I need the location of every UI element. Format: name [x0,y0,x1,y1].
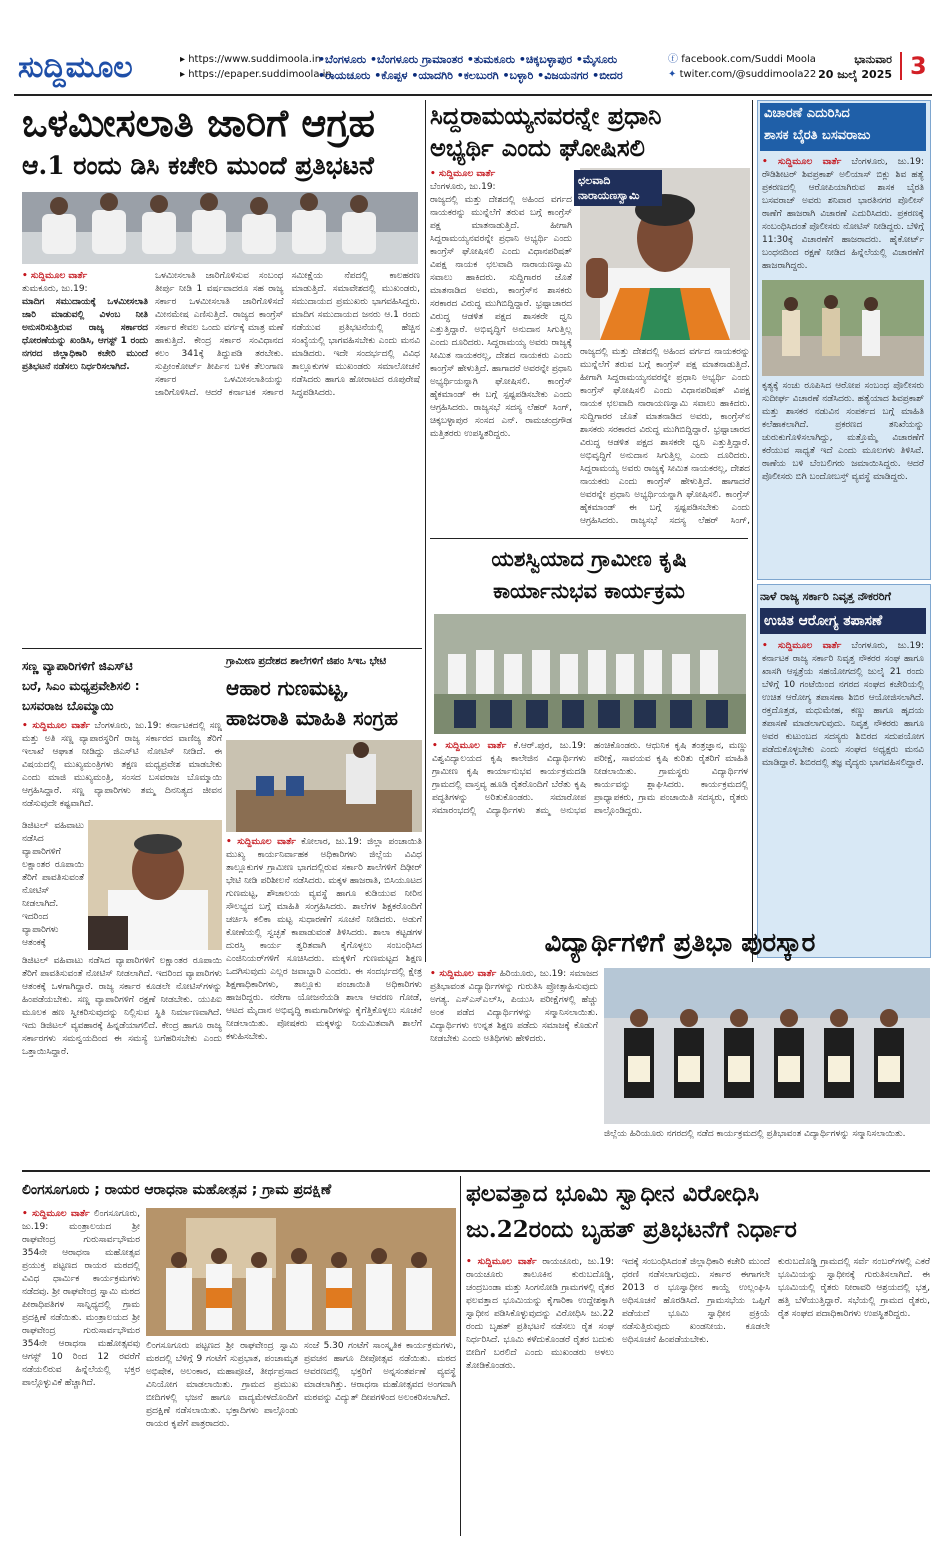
story2-col2: ರಾಜ್ಯದಲ್ಲಿ ಮತ್ತು ದೇಶದಲ್ಲಿ ಅಹಿಂದ ವರ್ಗದ ನಾಯಕರನ್ನು ಮುನ್ನೆಲೆಗೆ ತರುವ ಬಗ್ಗೆ ಕಾಂಗ್ರೆಸ್ ಪಕ್ಷ ಮಾತನಾಡುತ್ತಿದೆ. ಹೀಗಾಗಿ ಸಿದ್ದರಾಮಯ್ಯನವರನ್ನೇ ಪ್ರಧಾನಿ ಅಭ್ಯರ್ಥಿ ಎಂದು ಕಾಂಗ್ರೆಸ್ ಘೋಷಿಸಲಿ ಎಂದು ವಿಧಾನಪರಿಷತ್ ವಿಪಕ್ಷ ನಾಯಕ ಛಲವಾದಿ ನಾರಾಯಣಸ್ವಾಮಿ ಸವಾಲು ಹಾಕಿದರು. ಸುದ್ದಿಗಾರರ ಜೊತೆ ಮಾತನಾಡಿದ ಅವರು, ಕಾಂಗ್ರೆಸ್‌ನ ಶಾಸಕರು ಸರಕಾರದ ವಿರುದ್ಧ ಮುಗಿಬಿದ್ದಿದ್ದಾರೆ. ಭ್ರಷ್ಟಾಚಾರದ ವಿರುದ್ಧ ಆಡಳಿತ ಪಕ್ಷದ ಶಾಸಕರೇ ಧ್ವನಿ ಎತ್ತುತ್ತಿದ್ದಾರೆ. ಅಭಿವೃದ್ಧಿಗೆ ಅನುದಾನ ಸಿಗುತ್ತಿಲ್ಲ ಎಂದು ದೂರಿದರು. ಸಿದ್ದರಾಮಯ್ಯ ಅವರು ರಾಜ್ಯಕ್ಕೆ ಸೀಮಿತ ನಾಯಕರಲ್ಲ, ದೇಶದ ನಾಯಕರು ಎಂದು ಕಾಂಗ್ರೆಸ್ ಹೇಳುತ್ತಿದೆ. ಹಾಗಾದರೆ ಅವರನ್ನೇ ಪ್ರಧಾನಿ ಅಭ್ಯರ್ಥಿಯನ್ನಾಗಿ ಘೋಷಿಸಲಿ. ಕಾಂಗ್ರೆಸ್ ಹೈಕಮಾಂಡ್ ಈ ಬಗ್ಗೆ ಸ್ಪಷ್ಟಪಡಿಸಬೇಕು ಎಂದು ಆಗ್ರಹಿಸಿದರು. ರಾಜ್ಯಸಭೆ ಸದಸ್ಯ ಲೆಹರ್ ಸಿಂಗ್, [580,347,750,526]
bommai-photo [88,820,222,950]
story1-subheadline: ಆ.1 ರಂದು ಡಿಸಿ ಕಚೇರಿ ಮುಂದೆ ಪ್ರತಿಭಟನೆ [22,151,374,180]
story10-body: ರಾಯಚೂರು ತಾಲೂಕಿನ ಕುರುಬದೊಡ್ಡಿ, ಚಂದ್ರಬಂಡಾ ಮತ್ತು ಸಿಂಗನೋಡಿ ಗ್ರಾಮಗಳಲ್ಲಿ ರೈತರ ಫಲವತ್ತಾದ ಭೂಮಿಯನ್ನು ಕೈಗಾರಿಕಾ ಉದ್ದೇಶಕ್ಕಾಗಿ ಸ್ವಾಧೀನ ಪಡಿಸಿಕೊಳ್ಳುವುದನ್ನು ವಿರೋಧಿಸಿ ಜು.22 ರಂದು ಬೃಹತ್ ಪ್ರತಿಭಟನೆ ನಡೆಸಲು ರೈತ ಸಂಘ ನಿರ್ಧರಿಸಿದೆ. ಭೂಮಿ ಕಳೆದುಕೊಂಡರೆ ರೈತರ ಬದುಕು ಬೀದಿಗೆ ಬರಲಿದೆ ಎಂದು ಮುಖಂಡರು ಅಳಲು ತೋಡಿಕೊಂಡರು. [466,1270,614,1371]
row-divider-left [22,648,422,649]
story6-col-bottom: ಡಿಜಿಟಲ್ ವಹಿವಾಟು ನಡೆಸಿದ ವ್ಯಾಪಾರಿಗಳಿಗೆ ಲಕ್ಷಾಂತರ ರೂಪಾಯಿ ತೆರಿಗೆ ಪಾವತಿಸುವಂತೆ ನೋಟಿಸ್ ನೀಡಲಾಗಿದೆ. ಇದರಿಂದ ವ್ಯಾಪಾರಿಗಳು ಆತಂಕಕ್ಕೆ ಒಳಗಾಗಿದ್ದಾರೆ. ರಾಜ್ಯ ಸರ್ಕಾರ ಕೂಡಲೇ ನೋಟಿಸ್‌ಗಳನ್ನು ಹಿಂಪಡೆಯಬೇಕು. ಸಣ್ಣ ವ್ಯಾಪಾರಿಗಳಿಗೆ ರಕ್ಷಣೆ ನೀಡಬೇಕು. ಯುಪಿಐ ಮೂಲಕ ಹಣ ಸ್ವೀಕರಿಸುವುದನ್ನು ನಿಲ್ಲಿಸುವ ಸ್ಥಿತಿ ನಿರ್ಮಾಣವಾಗಿದೆ. ಇದು ಡಿಜಿಟಲ್ ವ್ಯವಹಾರಕ್ಕೆ ಹಿನ್ನಡೆಯಾಗಲಿದೆ. ಕೇಂದ್ರ ಹಾಗೂ ರಾಜ್ಯ ಸರ್ಕಾರಗಳು ಸಮನ್ವಯದಿಂದ ಈ ಸಮಸ್ಯೆ ಬಗೆಹರಿಸಬೇಕು ಎಂದು ಒತ್ತಾಯಿಸಿದ್ದಾರೆ. [22,956,222,1057]
story10-col2: ಇದಕ್ಕೆ ಸಂಬಂಧಿಸಿದಂತೆ ಜಿಲ್ಲಾಧಿಕಾರಿ ಕಚೇರಿ ಮುಂದೆ ಧರಣಿ ನಡೆಸಲಾಗುವುದು. ಸರ್ಕಾರ ಈಗಾಗಲೇ 2013 ರ ಭೂಸ್ವಾಧೀನ ಕಾಯ್ದೆ ಉಲ್ಲಂಘಿಸಿ ಅಧಿಸೂಚನೆ ಹೊರಡಿಸಿದೆ. ಗ್ರಾಮಸಭೆಯ ಒಪ್ಪಿಗೆ ಪಡೆಯದೆ ಭೂಮಿ ಸ್ವಾಧೀನ ಪ್ರಕ್ರಿಯೆ ನಡೆಸುತ್ತಿರುವುದು ಖಂಡನೀಯ. ಕೂಡಲೇ ಅಧಿಸೂಚನೆ ಹಿಂಪಡೆಯಬೇಕು. [622,1257,770,1345]
temple-procession-photo [146,1208,456,1336]
epaper-link[interactable]: ▸ https://epaper.suddimoola.in [180,69,332,80]
story10-headline-line1: ಫಲವತ್ತಾದ ಭೂಮಿ ಸ್ವಾಧೀನ ವಿರೋಧಿಸಿ [466,1180,759,1207]
bottom-divider [22,1170,930,1172]
bottom-column-divider [460,1176,461,1536]
story10-place: ರಾಯಚೂರು, ಜು.19: [542,1257,614,1267]
story3-col-top [762,156,924,276]
story2-headline-line2: ಅಭ್ಯರ್ಥಿ ಎಂದು ಘೋಷಿಸಲಿ [430,133,645,162]
story1-body: ಒಳಮೀಸಲಾತಿ ಜಾರಿಗೊಳಿಸುವ ಸಂಬಂಧ ತೀರ್ಪು ನೀಡಿ 1 ವರ್ಷವಾದರೂ ಸಹ ರಾಜ್ಯ ಸರ್ಕಾರ ಒಳಮೀಸಲಾತಿ ಜಾರಿಗೊಳಿಸದೆ ಮೀನಮೇಷ ಎಣಿಸುತ್ತಿದೆ. ರಾಜ್ಯದ ಕಾಂಗ್ರೆಸ್ ಸರ್ಕಾರ ಕೇವಲ ಒಂದು ವರ್ಗಕ್ಕೆ ಮಾತ್ರ ಮಣೆ ಹಾಕುತ್ತಿದೆ. ಕೇಂದ್ರ ಸರ್ಕಾರ ಸಂವಿಧಾನದ ಕಲಂ 341ಕ್ಕೆ ತಿದ್ದುಪಡಿ ತರಬೇಕು. ಸುಪ್ರೀಂಕೋರ್ಟ್ ತೀರ್ಪಿನ ಬಳಿಕ ತೆಲಂಗಾಣ ಸರ್ಕಾರ ಒಳಮೀಸಲಾತಿಯನ್ನು ಜಾರಿಗೊಳಿಸಿದೆ. ಆದರೆ ಕರ್ನಾಟಕ ಸರ್ಕಾರ ಸಮೀಕ್ಷೆಯ ನೆಪದಲ್ಲಿ ಕಾಲಹರಣ ಮಾಡುತ್ತಿದೆ. ಸಮಾವೇಶದಲ್ಲಿ ಮುಖಂಡರು, ಸಮುದಾಯದ ಪ್ರಮುಖರು ಭಾಗವಹಿಸಿದ್ದರು. ಮಾದಿಗ ಸಮುದಾಯದ ಜನರು ಆ.1 ರಂದು ನಡೆಯುವ ಪ್ರತಿಭಟನೆಯಲ್ಲಿ ಹೆಚ್ಚಿನ ಸಂಖ್ಯೆಯಲ್ಲಿ ಭಾಗವಹಿಸಬೇಕು ಎಂದು ಮನವಿ ಮಾಡಿದರು. ಇದೇ ಸಂದರ್ಭದಲ್ಲಿ ವಿವಿಧ ತಾಲ್ಲೂಕುಗಳ ಮುಖಂಡರು ಸಮಾಲೋಚನೆ ನಡೆಸಿದರು ಹಾಗೂ ಹೋರಾಟದ ರೂಪುರೇಷೆ ಸಿದ್ಧಪಡಿಸಿದರು. [155,271,420,398]
story4-body: ವಿಶ್ವವಿದ್ಯಾಲಯದ ಕೃಷಿ ಕಾಲೇಜಿನ ವಿದ್ಯಾರ್ಥಿಗಳು ಗ್ರಾಮೀಣ ಕೃಷಿ ಕಾರ್ಯಾನುಭವ ಕಾರ್ಯಕ್ರಮದಡಿ ಗ್ರಾಮದಲ್ಲಿ ವಾಸ್ತವ್ಯ ಹೂಡಿ ರೈತರೊಂದಿಗೆ ಬೆರೆತು ಕೃಷಿ ಪದ್ಧತಿಗಳನ್ನು ಅರಿತುಕೊಂಡರು. ಸಮಾರೋಪ ಸಮಾರಂಭದಲ್ಲಿ ವಿದ್ಯಾರ್ಥಿಗಳು ತಮ್ಮ ಅನುಭವ ಹಂಚಿಕೊಂಡರು. ಆಧುನಿಕ ಕೃಷಿ ತಂತ್ರಜ್ಞಾನ, ಮಣ್ಣು ಪರೀಕ್ಷೆ, ಸಾವಯವ ಕೃಷಿ ಕುರಿತು ರೈತರಿಗೆ ಮಾಹಿತಿ ನೀಡಲಾಯಿತು. ಗ್ರಾಮಸ್ಥರು ವಿದ್ಯಾರ್ಥಿಗಳ ಕಾರ್ಯವನ್ನು ಶ್ಲಾಘಿಸಿದರು. ಕಾರ್ಯಕ್ರಮದಲ್ಲಿ ಪ್ರಾಧ್ಯಾಪಕರು, ಗ್ರಾಮ ಪಂಚಾಯಿತಿ ಸದಸ್ಯರು, ರೈತರು ಪಾಲ್ಗೊಂಡಿದ್ದರು. [432,741,748,816]
story2-col1 [430,168,572,530]
story8-caption: ಜಿಲ್ಲೆಯ ಹಿರಿಯೂರು ನಗರದಲ್ಲಿ ನಡೆದ ಕಾರ್ಯಕ್ರಮದಲ್ಲಿ ಪ್ರತಿಭಾವಂತ ವಿದ್ಯಾರ್ಥಿಗಳನ್ನು ಸನ್ಮಾನಿಸಲಾಯಿತು. [604,1129,906,1139]
story5-title-line2: ಉಚಿತ ಆರೋಗ್ಯ ತಪಾಸಣೆ [760,608,926,634]
story4-col [432,740,748,920]
story3-place: ಬೆಂಗಳೂರು, ಜು.19: [851,157,924,167]
story5-byline: • ಸುದ್ದಿಮೂಲ ವಾರ್ತೆ [762,641,842,651]
story9-body: ಮಂತ್ರಾಲಯದ ಶ್ರೀ ರಾಘವೇಂದ್ರ ಗುರುಸಾರ್ವಭೌಮರ 354ನೇ ಆರಾಧನಾ ಮಹೋತ್ಸವ ಪ್ರಯುಕ್ತ ಪಟ್ಟಣದ ರಾಯರ ಮಠದಲ್ಲಿ ವಿವಿಧ ಧಾರ್ಮಿಕ ಕಾರ್ಯಕ್ರಮಗಳು ನಡೆದವು. ಶ್ರೀ ರಾಘವೇಂದ್ರ ಸ್ವಾಮಿ ಮಠದ ಪೀಠಾಧಿಪತಿಗಳ ಸಾನ್ನಿಧ್ಯದಲ್ಲಿ ಗ್ರಾಮ ಪ್ರದಕ್ಷಿಣೆ ನಡೆಯಿತು. ಮಂತ್ರಾಲಯದ ಶ್ರೀ ರಾಘವೇಂದ್ರ ಗುರುಸಾರ್ವಭೌಮರ 354ನೇ ಆರಾಧನಾ ಮಹೋತ್ಸವವು ಆಗಸ್ಟ್ 10 ರಿಂದ 12 ರವರೆಗೆ ನಡೆಯಲಿರುವ ಹಿನ್ನೆಲೆಯಲ್ಲಿ ಭಕ್ತರ ಪಾಲ್ಗೊಳ್ಳುವಿಕೆ ಹೆಚ್ಚಾಗಿದೆ. [22,1222,140,1388]
story7-body: ಜಿಲ್ಲಾ ಪಂಚಾಯಿತಿ ಮುಖ್ಯ ಕಾರ್ಯನಿರ್ವಾಹಕ ಅಧಿಕಾರಿಗಳು ಜಿಲ್ಲೆಯ ವಿವಿಧ ತಾಲ್ಲೂಕುಗಳ ಗ್ರಾಮೀಣ ಭಾಗದಲ್ಲಿರುವ ಸರ್ಕಾರಿ ಶಾಲೆಗಳಿಗೆ ದಿಢೀರ್ ಭೇಟಿ ನೀಡಿ ಪರಿಶೀಲನೆ ನಡೆಸಿದರು. ಮಕ್ಕಳ ಹಾಜರಾತಿ, ಬಿಸಿಯೂಟದ ಗುಣಮಟ್ಟ, ಶೌಚಾಲಯ ವ್ಯವಸ್ಥೆ ಹಾಗೂ ಕುಡಿಯುವ ನೀರಿನ ಸೌಲಭ್ಯದ ಬಗ್ಗೆ ಮಾಹಿತಿ ಸಂಗ್ರಹಿಸಿದರು. ಶಾಲೆಗಳ ಶಿಕ್ಷಕರೊಂದಿಗೆ ಚರ್ಚಿಸಿ ಕಲಿಕಾ ಮಟ್ಟ ಸುಧಾರಣೆಗೆ ಸೂಚನೆ ನೀಡಿದರು. ಅಡುಗೆ ಕೋಣೆಯಲ್ಲಿ ಸ್ವಚ್ಛತೆ ಕಾಪಾಡುವಂತೆ ತಿಳಿಸಿದರು. ಶಾಲಾ ಕಟ್ಟಡಗಳ ದುರಸ್ತಿ ಕಾರ್ಯ ತ್ವರಿತವಾಗಿ ಕೈಗೊಳ್ಳಲು ಸಂಬಂಧಿಸಿದ ಎಂಜಿನಿಯರ್‌ಗಳಿಗೆ ಸೂಚಿಸಿದರು. ಮಕ್ಕಳಿಗೆ ಗುಣಮಟ್ಟದ ಶಿಕ್ಷಣ ಒದಗಿಸುವುದು ಎಲ್ಲರ ಜವಾಬ್ದಾರಿ ಎಂದರು. ಈ ಸಂದರ್ಭದಲ್ಲಿ ಕ್ಷೇತ್ರ ಶಿಕ್ಷಣಾಧಿಕಾರಿಗಳು, ತಾಲ್ಲೂಕು ಪಂಚಾಯಿತಿ ಅಧಿಕಾರಿಗಳು ಹಾಜರಿದ್ದರು. ನರೇಗಾ ಯೋಜನೆಯಡಿ ಶಾಲಾ ಆವರಣ ಗೋಡೆ, ಆಟದ ಮೈದಾನ ಅಭಿವೃದ್ಧಿ ಕಾಮಗಾರಿಗಳನ್ನು ಕೈಗೆತ್ತಿಕೊಳ್ಳಲು ಸೂಚನೆ ನೀಡಲಾಯಿತು. ಪೋಷಕರು ಮಕ್ಕಳನ್ನು ನಿಯಮಿತವಾಗಿ ಶಾಲೆಗೆ ಕಳುಹಿಸಬೇಕು. [226,837,422,1042]
story1-byline: • ಸುದ್ದಿಮೂಲ ವಾರ್ತೆ [22,271,88,281]
story6-title-line2: ಬರೆ, ಸಿಎಂ ಮಧ್ಯಪ್ರವೇಶಿಸಲಿ : [22,679,140,693]
award-ceremony-illustration [604,968,930,1124]
page-number: 3 [900,52,927,80]
story8-place: ಹಿರಿಯೂರು, ಜು.19: [499,969,567,979]
story3-title-line1: ವಿಚಾರಣೆ ಎದುರಿಸಿದ [764,106,850,121]
weekday: ಭಾನುವಾರ [854,53,892,66]
story10-byline: • ಸುದ್ದಿಮೂಲ ವಾರ್ತೆ [466,1257,537,1267]
meeting-photo [22,192,418,264]
meeting-photo-illustration [22,192,418,264]
story3-byline: • ಸುದ್ದಿಮೂಲ ವಾರ್ತೆ [762,157,842,167]
school-visit-illustration [226,740,422,832]
story9-headline: ಲಿಂಗಸೂಗೂರು ; ರಾಯರ ಆರಾಧನಾ ಮಹೋತ್ಸವ ; ಗ್ರಾಮ ಪ್ರದಕ್ಷಿಣೆ [22,1182,332,1198]
students-group-photo [434,614,746,734]
story8-headline: ವಿದ್ಯಾರ್ಥಿಗಳಿಗೆ ಪ್ರತಿಭಾ ಪುರಸ್ಕಾರ [544,928,816,958]
story6-col-side: ಡಿಜಿಟಲ್ ವಹಿವಾಟು ನಡೆಸಿದ ವ್ಯಾಪಾರಿಗಳಿಗೆ ಲಕ್ಷಾಂತರ ರೂಪಾಯಿ ತೆರಿಗೆ ಪಾವತಿಸುವಂತೆ ನೋಟಿಸ್ ನೀಡಲಾಗಿದೆ. ಇದರಿಂದ ವ್ಯಾಪಾರಿಗಳು ಆತಂಕಕ್ಕೆ [22,821,84,948]
story1-lead: ಮಾದಿಗ ಸಮುದಾಯಕ್ಕೆ ಒಳಮೀಸಲಾತಿ ಜಾರಿ ಮಾಡುವಲ್ಲಿ ವಿಳಂಬ ನೀತಿ ಅನುಸರಿಸುತ್ತಿರುವ ರಾಜ್ಯ ಸರ್ಕಾರದ ಧೋರಣೆಯನ್ನು ಖಂಡಿಸಿ, ಆಗಸ್ಟ್ 1 ರಂದು ನಗರದ ಜಿಲ್ಲಾಧಿಕಾರಿ ಕಚೇರಿ ಮುಂದೆ ಪ್ರತಿಭಟನೆ ನಡೆಸಲು ನಿರ್ಧರಿಸಲಾಗಿದೆ. [22,297,148,372]
story8-col [430,968,598,1154]
story8-byline: • ಸುದ್ದಿಮೂಲ ವಾರ್ತೆ [430,969,497,979]
bommai-photo-illustration [88,820,222,950]
story3-title-line2: ಶಾಸಕ ಬೈರತಿ ಬಸವರಾಜು [764,128,871,143]
award-ceremony-photo [604,968,930,1124]
masthead-divider [14,94,932,96]
story9-byline: • ಸುದ್ದಿಮೂಲ ವಾರ್ತೆ [22,1209,90,1219]
story7-place: ಕೋಲಾರ, ಜು.19: [301,837,362,847]
story5-body: ಕರ್ನಾಟಕ ರಾಜ್ಯ ಸರ್ಕಾರಿ ನಿವೃತ್ತ ನೌಕರರ ಸಂಘ ಹಾಗೂ ಖಾಸಗಿ ಆಸ್ಪತ್ರೆಯ ಸಹಯೋಗದಲ್ಲಿ ಜುಲೈ 21 ರಂದು ಬೆಳಿಗ್ಗೆ 10 ಗಂಟೆಯಿಂದ ನಗರದ ಸಂಘದ ಕಚೇರಿಯಲ್ಲಿ ಉಚಿತ ಆರೋಗ್ಯ ತಪಾಸಣಾ ಶಿಬಿರ ಆಯೋಜಿಸಲಾಗಿದೆ. ರಕ್ತದೊತ್ತಡ, ಮಧುಮೇಹ, ಕಣ್ಣು ಹಾಗೂ ಹೃದಯ ತಪಾಸಣೆ ಮಾಡಲಾಗುವುದು. ನಿವೃತ್ತ ನೌಕರರು ಹಾಗೂ ಅವರ ಕುಟುಂಬದ ಸದಸ್ಯರು ಶಿಬಿರದ ಸದುಪಯೋಗ ಪಡೆದುಕೊಳ್ಳಬೇಕು ಎಂದು ಸಂಘದ ಅಧ್ಯಕ್ಷರು ಮನವಿ ಮಾಡಿದ್ದಾರೆ. ಶಿಬಿರದಲ್ಲಿ ತಜ್ಞ ವೈದ್ಯರು ಭಾಗವಹಿಸಲಿದ್ದಾರೆ. [762,654,924,768]
city-line-2: •ರಾಯಚೂರು •ಕೊಪ್ಪಳ •ಯಾದಗಿರಿ •ಕಲಬುರಗಿ •ಬಳ್ಳಾರಿ •ವಿಜಯನಗರ •ಬೀದರ [318,69,623,82]
story7-kicker: ಗ್ರಾಮೀಣ ಪ್ರದೇಶದ ಶಾಲೆಗಳಿಗೆ ಜಿಪಂ ಸಿಇಒ ಭೇಟಿ [226,656,387,667]
story1-headline: ಒಳಮೀಸಲಾತಿ ಜಾರಿಗೆ ಆಗ್ರಹ [22,100,375,145]
story3-body: ರೌಡಿಶೀಟರ್ ಶಿವಪ್ರಕಾಶ್ ಅಲಿಯಾಸ್ ಬಿಕ್ಲು ಶಿವ ಹತ್ಯೆ ಪ್ರಕರಣದಲ್ಲಿ ಆರೋಪಿಯಾಗಿರುವ ಶಾಸಕ ಬೈರತಿ ಬಸವರಾಜ್ ಅವರು ಶನಿವಾರ ಭಾರತಿನಗರ ಪೊಲೀಸ್ ಠಾಣೆಗೆ ಹಾಜರಾಗಿ ವಿಚಾರಣೆ ಎದುರಿಸಿದರು. ಪ್ರಕರಣಕ್ಕೆ ಸಂಬಂಧಿಸಿದಂತೆ ಪೊಲೀಸರು ನೋಟಿಸ್ ನೀಡಿದ್ದರು. ಬೆಳಿಗ್ಗೆ 11:30ಕ್ಕೆ ವಿಚಾರಣೆಗೆ ಹಾಜರಾದರು. ಹೈಕೋರ್ಟ್ ಬಂಧನದಿಂದ ರಕ್ಷಣೆ ನೀಡಿದ ಹಿನ್ನೆಲೆಯಲ್ಲಿ ವಿಚಾರಣೆಗೆ ಹಾಜರಾಗಿದ್ದರು. [762,170,924,271]
column-divider-1 [425,100,426,962]
story2-headline-line1: ಸಿದ್ದರಾಮಯ್ಯನವರನ್ನೇ ಪ್ರಧಾನಿ [430,101,662,130]
story1-col1 [22,270,148,640]
story5-title-line1: ನಾಳೆ ರಾಜ್ಯ ಸರ್ಕಾರಿ ನಿವೃತ್ತ ನೌಕರರಿಗೆ [760,590,891,603]
students-group-illustration [434,614,746,734]
facebook-icon: ⓕ [668,54,678,65]
social-links [668,52,816,82]
story6-body: ಕರ್ನಾಟಕದಲ್ಲಿ ಸಣ್ಣ ಮತ್ತು ಅತಿ ಸಣ್ಣ ವ್ಯಾಪಾರಸ್ಥರಿಗೆ ರಾಜ್ಯ ಸರ್ಕಾರದ ವಾಣಿಜ್ಯ ತೆರಿಗೆ ಇಲಾಖೆ ಆಘಾತ ನೀಡಿದ್ದು ಜಿಎಸ್‌ಟಿ ನೋಟಿಸ್ ನೀಡಿದೆ. ಈ ವಿಷಯದಲ್ಲಿ ಮುಖ್ಯಮಂತ್ರಿಗಳು ತಕ್ಷಣ ಮಧ್ಯಪ್ರವೇಶ ಮಾಡಬೇಕು ಎಂದು ಮಾಜಿ ಮುಖ್ಯಮಂತ್ರಿ, ಸಂಸದ ಬಸವರಾಜ ಬೊಮ್ಮಾಯಿ ಆಗ್ರಹಿಸಿದ್ದಾರೆ. ಸಣ್ಣ ವ್ಯಾಪಾರಿಗಳು ತಮ್ಮ ದಿನನಿತ್ಯದ ಜೀವನ ನಡೆಸುವುದೇ ಕಷ್ಟವಾಗಿದೆ. [22,721,222,809]
city-editions [318,52,623,84]
story10-col1 [466,1256,614,1538]
website-link[interactable]: ▸ https://www.suddimoola.in [180,54,322,65]
story10-headline-line2: ಜು.22ರಂದು ಬೃಹತ್ ಪ್ರತಿಭಟನೆಗೆ ನಿರ್ಧಾರ [466,1216,797,1243]
twitter-link[interactable]: ✦ twiter.com/@suddimoola22 [668,69,817,80]
temple-procession-illustration [146,1208,456,1336]
story6-title [22,656,222,716]
story6-title-line1: ಸಣ್ಣ ವ್ಯಾಪಾರಿಗಳಿಗೆ ಜಿಎಸ್‌ಟಿ [22,659,133,673]
politician-first-name: ಛಲವಾದಿ [578,174,611,187]
story6-title-line3: ಬಸವರಾಜ ಬೊಮ್ಮಾಯಿ [22,699,114,713]
story3-title-bar [760,103,926,151]
masthead [0,0,945,90]
story4-headline-line2: ಕಾರ್ಯಾನುಭವ ಕಾರ್ಯಕ್ರಮ [493,578,685,603]
story2-body: ರಾಜ್ಯದಲ್ಲಿ ಮತ್ತು ದೇಶದಲ್ಲಿ ಅಹಿಂದ ವರ್ಗದ ನಾಯಕರನ್ನು ಮುನ್ನೆಲೆಗೆ ತರುವ ಬಗ್ಗೆ ಕಾಂಗ್ರೆಸ್ ಪಕ್ಷ ಮಾತನಾಡುತ್ತಿದೆ. ಹೀಗಾಗಿ ಸಿದ್ದರಾಮಯ್ಯನವರನ್ನೇ ಪ್ರಧಾನಿ ಅಭ್ಯರ್ಥಿ ಎಂದು ಕಾಂಗ್ರೆಸ್ ಘೋಷಿಸಲಿ ಎಂದು ವಿಧಾನಪರಿಷತ್ ವಿಪಕ್ಷ ನಾಯಕ ಛಲವಾದಿ ನಾರಾಯಣಸ್ವಾಮಿ ಸವಾಲು ಹಾಕಿದರು. ಸುದ್ದಿಗಾರರ ಜೊತೆ ಮಾತನಾಡಿದ ಅವರು, ಕಾಂಗ್ರೆಸ್‌ನ ಶಾಸಕರು ಸರಕಾರದ ವಿರುದ್ಧ ಮುಗಿಬಿದ್ದಿದ್ದಾರೆ. ಭ್ರಷ್ಟಾಚಾರದ ವಿರುದ್ಧ ಆಡಳಿತ ಪಕ್ಷದ ಶಾಸಕರೇ ಧ್ವನಿ ಎತ್ತುತ್ತಿದ್ದಾರೆ. ಅಭಿವೃದ್ಧಿಗೆ ಅನುದಾನ ಸಿಗುತ್ತಿಲ್ಲ ಎಂದು ದೂರಿದರು. ಸಿದ್ದರಾಮಯ್ಯ ಅವರು ರಾಜ್ಯಕ್ಕೆ ಸೀಮಿತ ನಾಯಕರಲ್ಲ, ದೇಶದ ನಾಯಕರು ಎಂದು ಕಾಂಗ್ರೆಸ್ ಹೇಳುತ್ತಿದೆ. ಹಾಗಾದರೆ ಅವರನ್ನೇ ಪ್ರಧಾನಿ ಅಭ್ಯರ್ಥಿಯನ್ನಾಗಿ ಘೋಷಿಸಲಿ. ಕಾಂಗ್ರೆಸ್ ಹೈಕಮಾಂಡ್ ಈ ಬಗ್ಗೆ ಸ್ಪಷ್ಟಪಡಿಸಬೇಕು ಎಂದು ಆಗ್ರಹಿಸಿದರು. ರಾಜ್ಯಸಭೆ ಸದಸ್ಯ ಲೆಹರ್ ಸಿಂಗ್, ಚಿಕ್ಕಬಳ್ಳಾಪುರ ಸಂಸದ ಎನ್. ರಾಮಚಂದ್ರಗೌಡ ಮತ್ತಿತರರು ಉಪಸ್ಥಿತರಿದ್ದರು. [430,195,572,439]
story3-body2: ಕೃತ್ಯಕ್ಕೆ ಸಂಚು ರೂಪಿಸಿದ ಆರೋಪ ಸಂಬಂಧ ಪೊಲೀಸರು ಸುದೀರ್ಘ ವಿಚಾರಣೆ ನಡೆಸಿದರು. ಹತ್ಯೆಯಾದ ಶಿವಪ್ರಕಾಶ್ ಮತ್ತು ಶಾಸಕರ ನಡುವಿನ ಸಂಪರ್ಕದ ಬಗ್ಗೆ ಮಾಹಿತಿ ಕಲೆಹಾಕಲಾಗಿದೆ. ಪ್ರಕರಣದ ತನಿಖೆಯನ್ನು ಚುರುಕುಗೊಳಿಸಲಾಗಿದ್ದು, ಮತ್ತೊಮ್ಮೆ ವಿಚಾರಣೆಗೆ ಕರೆಯುವ ಸಾಧ್ಯತೆ ಇದೆ ಎಂದು ಮೂಲಗಳು ತಿಳಿಸಿವೆ. ಠಾಣೆಯ ಬಳಿ ಬೆಂಬಲಿಗರು ಜಮಾಯಿಸಿದ್ದರು. ಆದರೆ ಪೊಲೀಸರು ಬಿಗಿ ಬಂದೋಬಸ್ತ್ ವ್ಯವಸ್ಥೆ ಮಾಡಿದ್ದರು. [762,381,924,482]
twitter-icon: ✦ [668,69,677,80]
story9-col3: ಸಂಜೆ 5.30 ಗಂಟೆಗೆ ಸಾಂಸ್ಕೃತಿಕ ಕಾರ್ಯಕ್ರಮಗಳು, ಪ್ರವಚನ ಹಾಗೂ ದೀಪೋತ್ಸವ ನಡೆಯಿತು. ಮಠದ ಆವರಣದಲ್ಲಿ ಭಕ್ತರಿಗೆ ಅನ್ನಸಂತರ್ಪಣೆ ವ್ಯವಸ್ಥೆ ಮಾಡಲಾಗಿತ್ತು. ಆರಾಧನಾ ಮಹೋತ್ಸವದ ಅಂಗವಾಗಿ ಮಠವನ್ನು ವಿದ್ಯುತ್ ದೀಪಗಳಿಂದ ಅಲಂಕರಿಸಲಾಗಿದೆ. [304,1341,456,1403]
story7-col [226,836,422,1154]
story5-place: ಬೆಂಗಳೂರು, ಜು.19: [851,641,924,651]
story6-place: ಬೆಂಗಳೂರು, ಜು.19: [94,721,162,731]
police-station-illustration [762,280,924,376]
story6-col-top [22,720,222,816]
city-line-1: •ಬೆಂಗಳೂರು •ಬೆಂಗಳೂರು ಗ್ರಾಮಾಂತರ •ತುಮಕೂರು •ಚಿಕ್ಕಬಳ್ಳಾಪುರ •ಮೈಸೂರು [318,53,618,66]
story1-place: ತುಮಕೂರು, ಜು.19: [22,284,88,294]
story10-col3: ಕುರುಬದೊಡ್ಡಿ ಗ್ರಾಮದಲ್ಲಿ ಸರ್ವೆ ನಂಬರ್‌ಗಳಲ್ಲಿ ಎಕರೆ ಭೂಮಿಯನ್ನು ಸ್ವಾಧೀನಕ್ಕೆ ಗುರುತಿಸಲಾಗಿದೆ. ಈ ಭೂಮಿಯಲ್ಲಿ ರೈತರು ನೀರಾವರಿ ಆಶ್ರಯದಲ್ಲಿ ಭತ್ತ, ಹತ್ತಿ ಬೆಳೆಯುತ್ತಿದ್ದಾರೆ. ಸಭೆಯಲ್ಲಿ ಗ್ರಾಮದ ರೈತರು, ರೈತ ಸಂಘದ ಪದಾಧಿಕಾರಿಗಳು ಉಪಸ್ಥಿತರಿದ್ದರು. [778,1257,930,1319]
politician-last-name: ನಾರಾಯಣಸ್ವಾಮಿ [578,189,640,202]
story2-byline: • ಸುದ್ದಿಮೂಲ ವಾರ್ತೆ [430,169,496,179]
story7-headline-line2: ಹಾಜರಾತಿ ಮಾಹಿತಿ ಸಂಗ್ರಹ [226,706,398,730]
police-station-photo [762,280,924,376]
school-visit-photo [226,740,422,832]
logo-text: ಸುದ್ದಿಮೂಲ [18,50,133,85]
story9-col2: ಲಿಂಗಸೂಗೂರು ಪಟ್ಟಣದ ಶ್ರೀ ರಾಘವೇಂದ್ರ ಸ್ವಾಮಿ ಮಠದಲ್ಲಿ ಬೆಳಿಗ್ಗೆ 9 ಗಂಟೆಗೆ ಸುಪ್ರಭಾತ, ಪಂಚಾಮೃತ ಅಭಿಷೇಕ, ಅಲಂಕಾರ, ಮಹಾಪೂಜೆ, ತೀರ್ಥಪ್ರಸಾದ ವಿನಿಯೋಗ ಮಾಡಲಾಯಿತು. ಗ್ರಾಮದ ಪ್ರಮುಖ ಬೀದಿಗಳಲ್ಲಿ ಭಜನೆ ಹಾಗೂ ವಾದ್ಯಮೇಳದೊಂದಿಗೆ ಪ್ರದಕ್ಷಿಣೆ ನಡೆಸಲಾಯಿತು. ಭಕ್ತಾದಿಗಳು ಪಾಲ್ಗೊಂಡು ರಾಯರ ಕೃಪೆಗೆ ಪಾತ್ರರಾದರು. [146,1341,298,1429]
story4-headline-line1: ಯಶಸ್ವಿಯಾದ ಗ್ರಾಮೀಣ ಕೃಷಿ [491,546,687,571]
story2-place: ಬೆಂಗಳೂರು, ಜು.19: [430,182,496,192]
issue-date: 20 ಜುಲೈ 2025 [818,68,892,81]
story8-body: ಸಮಾಜದ ಪ್ರತಿಭಾವಂತ ವಿದ್ಯಾರ್ಥಿಗಳನ್ನು ಗುರುತಿಸಿ ಪ್ರೋತ್ಸಾಹಿಸುವುದು ಅಗತ್ಯ. ಎಸ್ಎಸ್ಎಲ್‌ಸಿ, ಪಿಯುಸಿ ಪರೀಕ್ಷೆಗಳಲ್ಲಿ ಹೆಚ್ಚು ಅಂಕ ಪಡೆದ ವಿದ್ಯಾರ್ಥಿಗಳನ್ನು ಸನ್ಮಾನಿಸಲಾಯಿತು. ವಿದ್ಯಾರ್ಥಿಗಳು ಉನ್ನತ ಶಿಕ್ಷಣ ಪಡೆದು ಸಮಾಜಕ್ಕೆ ಕೊಡುಗೆ ನೀಡಬೇಕು ಎಂದು ಅತಿಥಿಗಳು ಹೇಳಿದರು. [430,969,598,1044]
politician-name-tag [574,170,662,206]
story6-byline: • ಸುದ್ದಿಮೂಲ ವಾರ್ತೆ [22,721,91,731]
story7-headline-line1: ಆಹಾರ ಗುಣಮಟ್ಟ, [226,676,350,700]
masthead-logo [18,50,168,84]
story9-place: ಲಿಂಗಸೂಗೂರು, ಜು.19: [22,1209,140,1232]
row-divider-mid [430,538,748,539]
story5-col [762,640,924,952]
story4-place: ಕೆ.ಆರ್.ಪುರ, ಜು.19: [513,741,586,751]
date-block [812,52,892,82]
column-divider-2 [752,100,753,962]
story7-byline: • ಸುದ್ದಿಮೂಲ ವಾರ್ತೆ [226,837,296,847]
website-links [180,52,332,82]
story4-byline: • ಸುದ್ದಿಮೂಲ ವಾರ್ತೆ [432,741,507,751]
facebook-link[interactable]: ⓕ facebook.com/Suddi Moola [668,54,816,65]
story9-col1 [22,1208,140,1538]
